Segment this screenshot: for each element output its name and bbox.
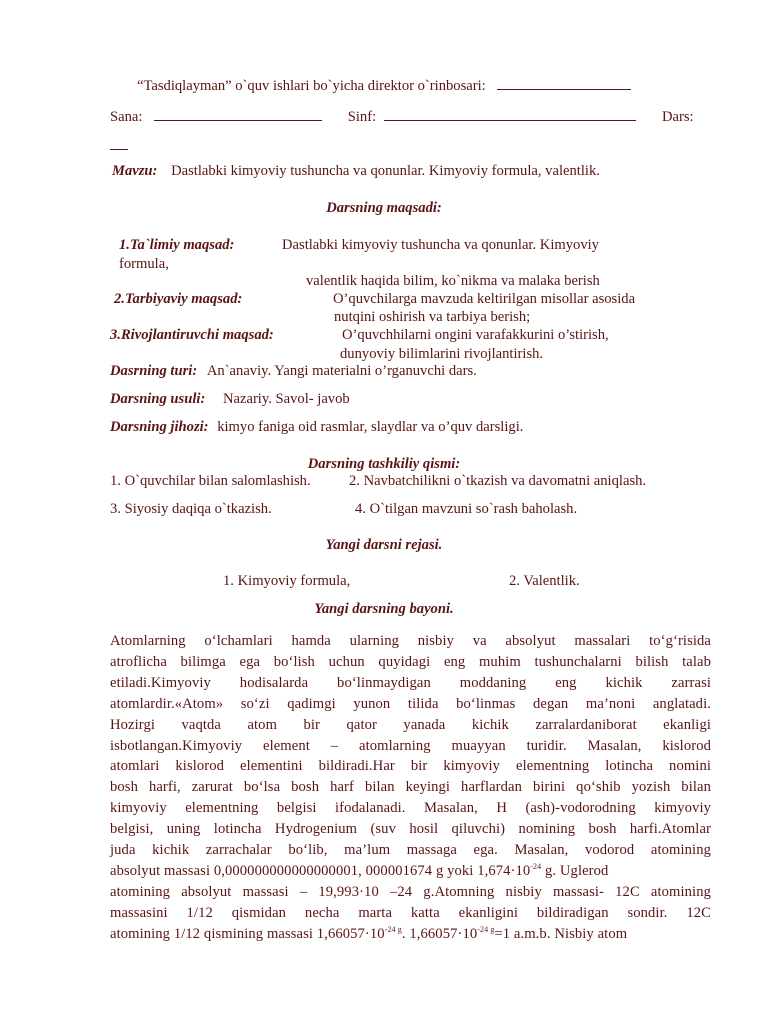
- method-line: [110, 391, 350, 408]
- body-line: juda kichik zarrachalar bo‘lib, ma’lum massaga ega. Masalan, vodorod atomining: [110, 842, 711, 859]
- body-line: belgisi, uning lotincha Hydrogenium (suv hosil qiluvchi) nomining bosh harfi.Atomlar: [110, 821, 711, 838]
- body-fragment: . 1,66057·10: [401, 925, 478, 942]
- goals-heading: Darsning maqsadi:: [326, 200, 442, 216]
- class-blank: [384, 119, 636, 121]
- plan-heading: Yangi darsni rejasi.: [325, 537, 443, 553]
- body-fragment: =1 a.m.b. Nisbiy atom: [494, 925, 628, 942]
- exponent: -24 g: [477, 924, 495, 934]
- body-line: Hozirgi vaqtda atom bir qator yanada kichik zarralardaniborat ekanligi: [110, 716, 711, 733]
- approval-text: “Tasdiqlayman” o`quv ishlari bo`yicha direktor o`rinbosari:: [137, 78, 486, 94]
- body-line: isbotlangan.Kimyoviy element – atomlarning muayyan turidir. Masalan, kislorod: [110, 737, 711, 754]
- topic-label: Mavzu:: [112, 163, 158, 179]
- approval-blank: [497, 88, 631, 90]
- educational-text-1: Dastlabki kimyoviy tushuncha va qonunlar. Kimyoviy: [282, 237, 599, 253]
- exponent: -24: [530, 862, 542, 872]
- org-item-1: 1. O`quvchilar bilan salomlashish.: [110, 473, 311, 489]
- developing-text-2: dunyoviy bilimlarini rivojlantirish.: [340, 346, 544, 362]
- upbringing-text-2: nutqini oshirish va tarbiya berish;: [334, 309, 531, 325]
- method-text-1: Nazariy: [222, 391, 269, 407]
- body-line: atomlardir.«Atom» so‘zi qadimgi yunon tilida bo‘linmas degan ma’noni anglatadi.: [110, 695, 711, 712]
- class-label: Sinf:: [347, 109, 377, 125]
- developing-label: 3.Rivojlantiruvchi maqsad:: [110, 327, 274, 343]
- body-line: atomlari kislorod elementini bildiradi.Har bir kimyoviy elementning lotincha nomini: [110, 758, 711, 775]
- topic-text: Dastlabki kimyoviy tushuncha va qonunlar. Kimyoviy formula, valentlik.: [171, 163, 600, 179]
- upbringing-label: 2.Tarbiyaviy maqsad:: [114, 291, 243, 307]
- body-line: Atomlarning o‘lchamlari hamda ularning nisbiy va absolyut massalari to‘g‘risida: [110, 633, 711, 649]
- educational-text-3: valentlik haqida bilim, ko`nikma va malaka berish: [306, 273, 600, 289]
- body-fragment: absolyut massasi 0,000000000000000001, 000001674 g yoki 1,674·10: [110, 862, 531, 879]
- equipment-text: kimyo faniga oid rasmlar, slaydlar va o’quv darsligi.: [217, 419, 524, 435]
- equipment-line: [110, 419, 523, 436]
- body-line: atroflicha bilimga ega bo‘lish uchun quyidagi eng muhim tushunchalarni bilish talab: [110, 653, 711, 670]
- date-blank: [154, 119, 322, 121]
- body-line-amu: [110, 924, 711, 945]
- body-fragment: atomining 1/12 qismining massasi 1,66057·10: [110, 925, 385, 942]
- body-fragment: g. Uglerod: [541, 862, 609, 879]
- upbringing-text-1: O’quvchilarga mavzuda keltirilgan misollar asosida: [333, 291, 636, 307]
- approval-line: [137, 78, 631, 95]
- educational-label: 1.Ta`limiy maqsad:: [119, 237, 235, 253]
- body-line: atomining absolyut massasi – 19,993·10 –24 g.Atomning nisbiy massasi- 12C atomining: [110, 883, 711, 900]
- equipment-label: Darsning jihozi:: [110, 419, 209, 435]
- topic-line: [112, 163, 600, 180]
- body-line: etiladi.Kimyoviy hodisalarda bo‘linmaydigan moddaning eng kichik zarrasi: [110, 674, 711, 691]
- method-text-2: . Savol- javob: [268, 391, 350, 407]
- lesson-blank: [110, 148, 128, 150]
- body-line: massasini 1/12 qismidan necha marta katta ekanligini bildiradigan sondir. 12C: [110, 904, 711, 921]
- lesson-blank-line: [110, 138, 128, 155]
- body-line-absolute-mass: [110, 861, 711, 882]
- method-label: Darsning usuli:: [110, 391, 206, 407]
- body-line: bosh harfi, zarurat bo‘lsa bosh harf bilan keyingi harflardan birini qo‘shib yozish bilan: [110, 779, 711, 796]
- type-line: [110, 363, 477, 380]
- explanation-heading: Yangi darsning bayoni.: [314, 601, 454, 617]
- exponent: -24 g: [384, 924, 402, 934]
- educational-text-2: formula,: [119, 256, 169, 272]
- type-text: An`anaviy. Yangi materialni o’rganuvchi dars.: [206, 363, 477, 379]
- explanation-body: [110, 631, 711, 945]
- org-item-2: 2. Navbatchilikni o`tkazish va davomatni aniqlash.: [349, 473, 647, 489]
- org-item-3: 3. Siyosiy daqiqa o`tkazish.: [110, 501, 272, 517]
- date-label: Sana:: [110, 109, 143, 125]
- org-item-4: 4. O`tilgan mavzuni so`rash baholash.: [355, 501, 578, 517]
- meta-line: [110, 109, 710, 126]
- educational-goal: [119, 237, 234, 254]
- plan-item-2: 2. Valentlik.: [509, 573, 580, 589]
- type-label: Dasrning turi:: [110, 363, 198, 379]
- body-line: kimyoviy elementning belgisi ifodalanadi. Masalan, H (ash)-vodorodning kimyoviy: [110, 800, 711, 817]
- plan-item-1: 1. Kimyoviy formula,: [223, 573, 351, 589]
- lesson-label: Dars:: [662, 109, 694, 125]
- organization-heading: Darsning tashkiliy qismi:: [307, 456, 461, 472]
- developing-text-1: O’quvchhilarni ongini varafakkurini o’stirish,: [342, 327, 609, 343]
